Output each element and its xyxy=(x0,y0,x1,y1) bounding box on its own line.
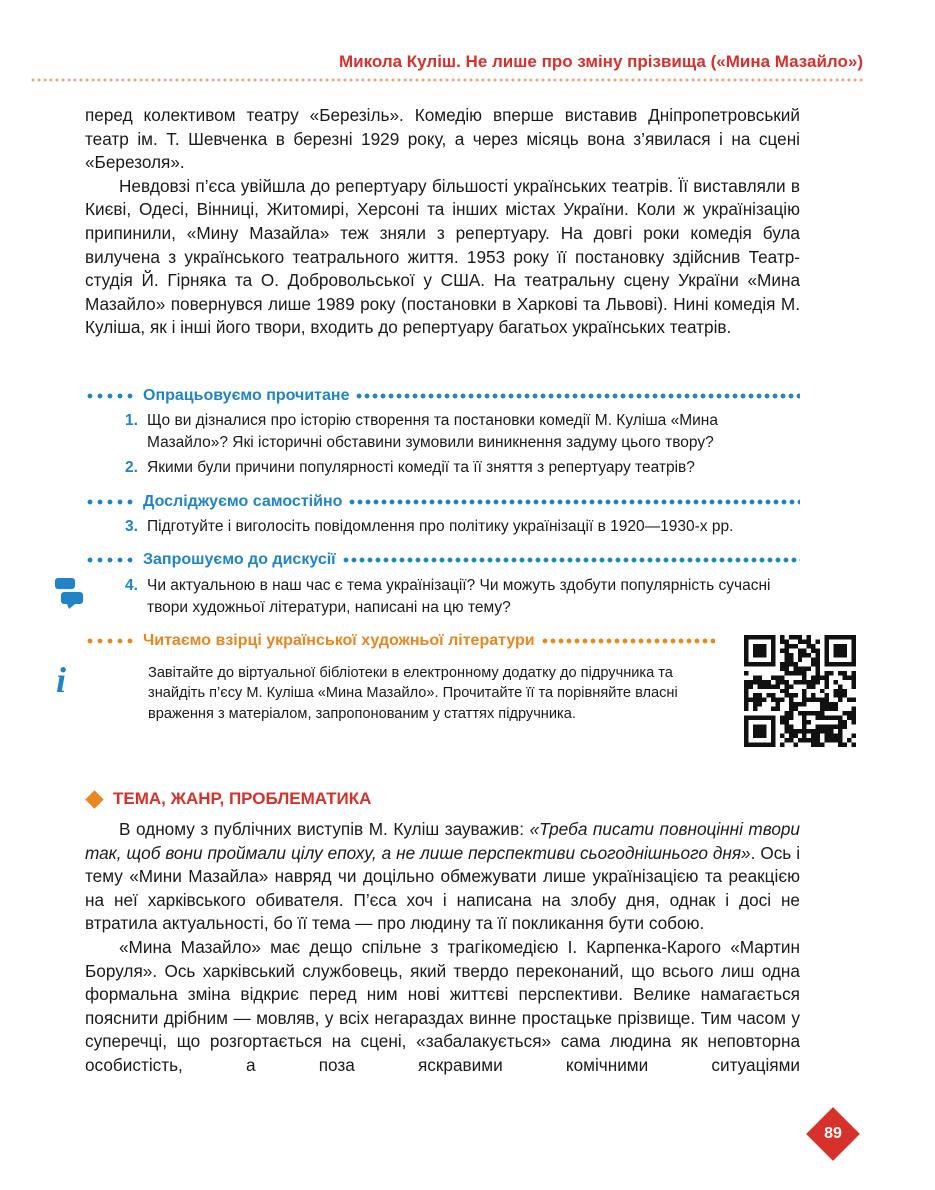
task-item xyxy=(125,457,801,479)
section-review-header xyxy=(85,385,800,407)
reading-note: Завітайте до віртуальної бібліотеки в електронному додатку до підручника та знайдіть п’єсу М. Куліша «Мина Мазайло». Прочитайте її та порівняйте власні враження з матеріалом, запропонованим у статтях підручника. xyxy=(148,665,678,722)
intro-paragraph-2: Невдовзі п’єса увійшла до репертуару більшості українських театрів. Її виставляли в Києві, Одесі, Вінниці, Житомирі, Херсоні та інших містах України. Коли ж українізацію припинили, «Мину Мазайла» теж зняли з репертуару. На довгі роки комедія була вилучена з українського театрального життя. 1953 року її постановку здійснив Театр-студія Й. Гірняка та О. Добровольської у США. На театральну сцену України «Мина Мазайло» повернувся лише 1989 року (постановки в Харкові та Львові). Нині комедія М. Куліша, як і інші його твори, входить до репертуару багатьох українських театрів. xyxy=(85,175,800,338)
theme-p1-start: В одному з публічних виступів М. Куліш зауважив: xyxy=(119,819,530,839)
task-number: 3. xyxy=(125,518,138,535)
section-reading-header xyxy=(85,630,715,652)
page-number: 89 xyxy=(824,1125,842,1142)
task-text: Якими були причини популярності комедії та її зняття з репертуару театрів? xyxy=(147,459,695,476)
qr-code[interactable] xyxy=(744,635,856,747)
section-discussion-title: Запрошуємо до дискусії xyxy=(143,551,336,568)
section-reading-title: Читаємо взірці української художньої літератури xyxy=(143,632,535,649)
dotted-leader xyxy=(85,393,137,399)
section-review-title: Опрацьовуємо прочитане xyxy=(143,387,350,404)
task-number: 1. xyxy=(125,412,138,429)
info-icon: i xyxy=(56,660,67,700)
theme-paragraph-1 xyxy=(85,818,800,936)
header-divider xyxy=(30,78,863,82)
dotted-leader xyxy=(85,557,137,563)
section-discussion-header xyxy=(85,549,800,571)
kulish-quote: «Треба писати повноцінні твори так, щоб вони проймали цілу епоху, а не лише перспективи сьогоднішнього дня» xyxy=(85,819,800,863)
task-number: 4. xyxy=(125,577,138,594)
dotted-trailer xyxy=(541,638,715,644)
task-item xyxy=(125,516,801,538)
theme-heading xyxy=(88,787,371,811)
section-research-header xyxy=(85,491,800,513)
dotted-trailer xyxy=(348,499,800,505)
theme-paragraph-2: «Мина Мазайло» має дещо спільне з трагікомедією І. Карпенка-Карого «Мартин Боруля». Ось харківський службовець, який твердо переконаний, що всього лиш одна формальна зміна відкриє перед ним нові життєві перспективи. Велике намагається пояснити дрібним — мовляв, у всіх негараздах винне простацьке прізвище. Тим часом у суперечці, що розгортається на сцені, «забалакується» сама людина як неповторна особистість, а поза яскравими комічними ситуаціями xyxy=(85,936,800,1075)
task-text: Що ви дізналися про історію створення та постановки комедії М. Куліша «Мина Мазайло»? Які історичні обставини зумовили виникнення задуму цього твору? xyxy=(147,412,718,451)
task-item xyxy=(125,410,801,454)
task-text: Підготуйте і виголосіть повідомлення про політику українізації в 1920—1930-х рр. xyxy=(147,518,734,535)
theme-p1-end: . Ось і тему «Мини Мазайла» навряд чи доцільно обмежувати лише українізацією та реакцією на неї харківського обивателя. П’єса хоч і написана на злобу дня, однак і досі не втратила актуальності, бо її тема — про людину та її покликання бути собою. xyxy=(85,842,801,934)
intro-text xyxy=(85,104,800,340)
task-item xyxy=(125,575,801,619)
task-number: 2. xyxy=(125,459,138,476)
intro-paragraph-1: перед колективом театру «Березіль». Комедію вперше виставив Дніпропетровський театр ім. Т. Шевченка в березні 1929 року, а через місяць вона з’явилася і на сцені «Березоля». xyxy=(85,105,800,173)
section-research-title: Досліджуємо самостійно xyxy=(143,493,343,510)
theme-text xyxy=(85,818,800,1078)
speech-bubble-icon xyxy=(53,576,85,610)
theme-heading-text: ТЕМА, ЖАНР, ПРОБЛЕМАТИКА xyxy=(113,789,372,808)
dotted-trailer xyxy=(342,557,800,563)
running-header-title: Микола Куліш. Не лише про зміну прізвища («Мина Мазайло») xyxy=(338,52,863,71)
dotted-leader xyxy=(85,638,137,644)
diamond-bullet-icon xyxy=(85,790,103,808)
task-text: Чи актуальною в наш час є тема українізації? Чи можуть здобути популярність сучасні твори художньої літератури, написані на цю тему? xyxy=(147,577,771,616)
dotted-leader xyxy=(85,499,137,505)
page-number-badge xyxy=(806,1107,860,1161)
dotted-trailer xyxy=(355,393,800,399)
